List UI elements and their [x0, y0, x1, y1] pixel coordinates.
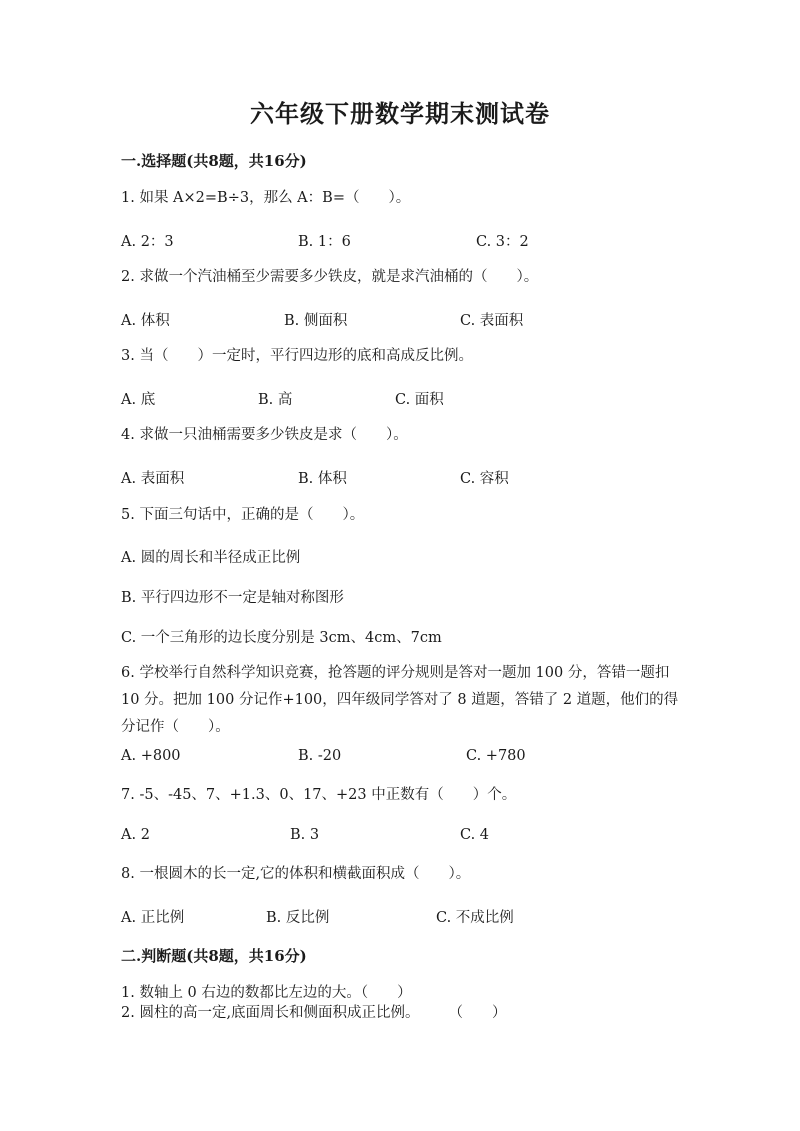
- q7-option-c: C. 4: [460, 827, 490, 843]
- q2-option-c: C. 表面积: [460, 313, 524, 329]
- q4-option-b: B. 体积: [298, 471, 347, 487]
- q4-option-c: C. 容积: [460, 471, 509, 487]
- question-6: 6. 学校举行自然科学知识竞赛，抢答题的评分规则是答对一题加 100 分，答错一题扣 10 分。把加 100 分记作+100，四年级同学答对了 8 道题，答错了 2 道题，他们的得分记作（ ）。: [121, 665, 679, 735]
- question-3: 3. 当（ ）一定时，平行四边形的底和高成反比例。: [121, 348, 473, 364]
- q5-option-c: C. 一个三角形的边长度分别是 3cm、4cm、7cm: [121, 630, 442, 646]
- section-heading-true-false: 二.判断题(共8题，共16分): [121, 947, 307, 965]
- q3-option-b: B. 高: [258, 392, 293, 408]
- judge-question-2: 2. 圆柱的高一定,底面周长和侧面积成正比例。 （ ）: [121, 1005, 507, 1021]
- q1-option-b: B. 1：6: [298, 234, 351, 250]
- question-8: 8. 一根圆木的长一定,它的体积和横截面积成（ ）。: [121, 866, 471, 882]
- question-7: 7. -5、-45、7、+1.3、0、17、+23 中正数有（ ）个。: [121, 787, 517, 803]
- question-2: 2. 求做一个汽油桶至少需要多少铁皮，就是求汽油桶的（ ）。: [121, 269, 539, 285]
- q3-option-a: A. 底: [121, 392, 156, 408]
- question-4: 4. 求做一只油桶需要多少铁皮是求（ ）。: [121, 427, 408, 443]
- q8-option-b: B. 反比例: [266, 910, 330, 926]
- q2-option-b: B. 侧面积: [284, 313, 348, 329]
- q3-option-c: C. 面积: [395, 392, 444, 408]
- q7-option-a: A. 2: [121, 827, 150, 843]
- q6-option-a: A. +800: [121, 748, 181, 764]
- q6-option-b: B. -20: [298, 748, 342, 764]
- q5-option-a: A. 圆的周长和半径成正比例: [121, 550, 301, 566]
- judge-question-1: 1. 数轴上 0 右边的数都比左边的大。（ ）: [121, 985, 412, 1001]
- exam-title: 六年级下册数学期末测试卷: [250, 99, 550, 128]
- question-5: 5. 下面三句话中，正确的是（ ）。: [121, 507, 365, 523]
- q8-option-c: C. 不成比例: [436, 910, 514, 926]
- question-1: 1. 如果 A×2=B÷3，那么 A：B=（ ）。: [121, 190, 411, 206]
- q8-option-a: A. 正比例: [121, 910, 185, 926]
- q1-option-c: C. 3：2: [476, 234, 529, 250]
- q2-option-a: A. 体积: [121, 313, 170, 329]
- section-heading-multiple-choice: 一.选择题(共8题，共16分): [121, 152, 307, 170]
- q4-option-a: A. 表面积: [121, 471, 185, 487]
- q7-option-b: B. 3: [290, 827, 320, 843]
- q5-option-b: B. 平行四边形不一定是轴对称图形: [121, 590, 344, 606]
- q6-option-c: C. +780: [466, 748, 526, 764]
- q1-option-a: A. 2：3: [121, 234, 174, 250]
